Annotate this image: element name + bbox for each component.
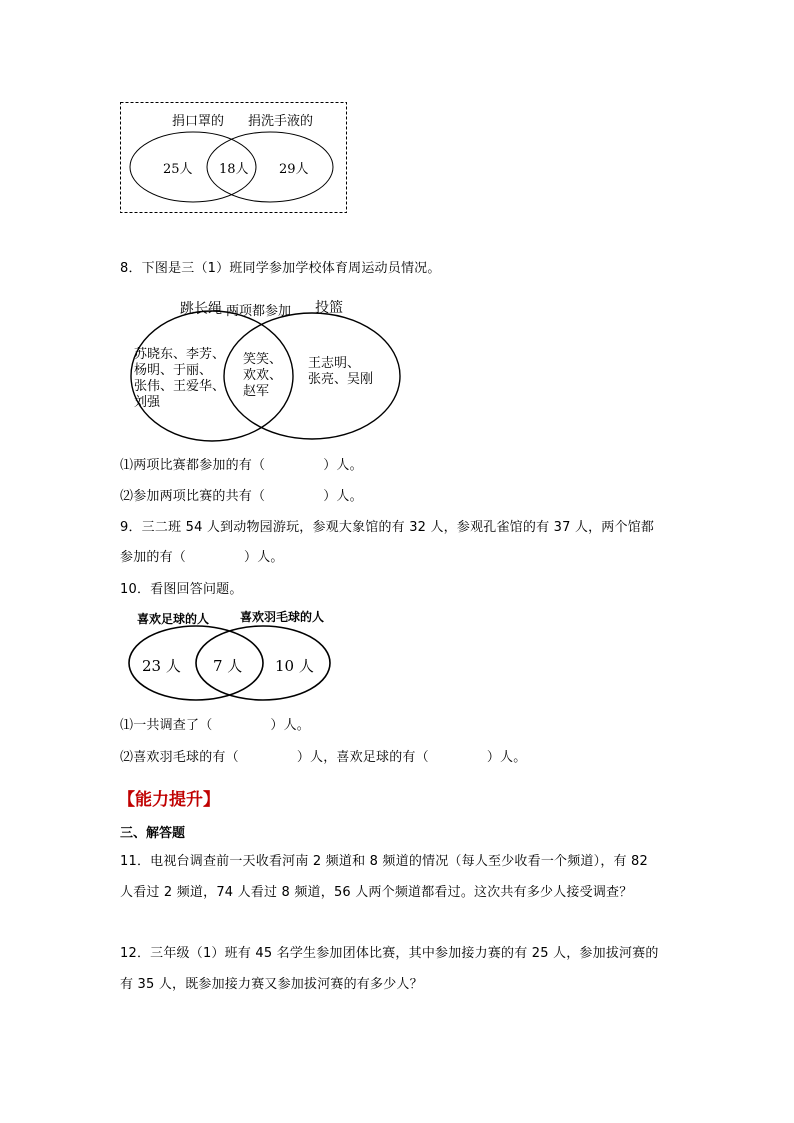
q9-line2	[120, 551, 284, 564]
q8-stem: 8．下图是三（1）班同学参加学校体育周运动员情况。	[120, 261, 441, 276]
q9-line2-text: 参加的有（	[120, 550, 187, 565]
q8-middle-name-line: 赵军	[243, 384, 270, 399]
q10-right-value: 10 人	[275, 657, 314, 675]
q8-right-names	[308, 356, 373, 388]
q8-left-names	[134, 347, 225, 411]
q8-sub1-text: ⑴两项比赛都参加的有（	[120, 458, 266, 473]
q10-sub1-text-end: ）人。	[270, 718, 311, 733]
q10-label-right: 喜欢羽毛球的人	[240, 610, 325, 624]
q8-right-name-line: 王志明、	[308, 356, 361, 371]
q8-sub1-text-end: ）人。	[323, 458, 363, 473]
q8-left-name-line: 张伟、王爱华、	[134, 379, 226, 394]
q10-sub2	[120, 751, 526, 764]
q8-label-middle: 两项都参加	[226, 304, 292, 319]
q9-line1: 9．三二班 54 人到动物园游玩，参观大象馆的有 32 人，参观孔雀馆的有 37 人，两个馆都	[120, 520, 655, 535]
q10-middle-value: 7 人	[213, 657, 243, 675]
q9-line2-text-end: ）人。	[244, 550, 284, 565]
q8-middle-names	[243, 352, 282, 400]
q8-sub2	[120, 490, 363, 503]
q8-middle-name-line: 欢欢、	[243, 368, 283, 383]
q8-left-name-line: 刘强	[134, 395, 161, 410]
q10-sub1	[120, 719, 310, 732]
q10-sub2-text: ⑵喜欢羽毛球的有（	[120, 750, 239, 765]
q8-sub2-text-end: ）人。	[323, 489, 363, 504]
venn1-left-value: 25人	[163, 162, 193, 177]
q8-middle-name-line: 笑笑、	[243, 352, 283, 367]
q10-sub1-text: ⑴一共调查了（	[120, 718, 213, 733]
venn1-right-value: 29人	[279, 162, 309, 177]
q12-line1: 12．三年级（1）班有 45 名学生参加团体比赛，其中参加接力赛的有 25 人，参加拔河赛的	[120, 946, 659, 961]
q11-line2: 人看过 2 频道，74 人看过 8 频道，56 人两个频道都看过。这次共有多少人接受调查？	[120, 885, 633, 900]
q8-left-name-line: 杨明、于丽、	[134, 363, 213, 378]
q8-sub2-text: ⑵参加两项比赛的共有（	[120, 489, 266, 504]
section-subtitle: 三、解答题	[120, 826, 186, 841]
q10-left-value: 23 人	[142, 657, 181, 675]
q10-sub2-text-end: ）人。	[486, 750, 527, 765]
q8-left-name-line: 苏晓东、李芳、	[134, 347, 226, 362]
q8-label-right: 投篮	[315, 300, 343, 316]
venn1-middle-value: 18人	[219, 162, 249, 177]
section-title: 【能力提升】	[118, 790, 220, 810]
q12-line2: 有 35 人，既参加接力赛又参加拔河赛的有多少人？	[120, 977, 423, 992]
venn1-label-right: 捐洗手液的	[248, 114, 314, 129]
q11-line1: 11．电视台调查前一天收看河南 2 频道和 8 频道的情况（每人至少收看一个频道），有 82	[120, 854, 648, 869]
q10-stem: 10．看图回答问题。	[120, 582, 243, 597]
q8-label-left: 跳长绳	[180, 301, 222, 317]
q8-right-name-line: 张亮、吴刚	[308, 372, 374, 387]
venn1-label-left: 捐口罩的	[172, 114, 225, 129]
q10-label-left: 喜欢足球的人	[137, 612, 210, 626]
q8-sub1	[120, 459, 363, 472]
q10-sub2-text-mid: ）人，喜欢足球的有（	[296, 750, 429, 765]
